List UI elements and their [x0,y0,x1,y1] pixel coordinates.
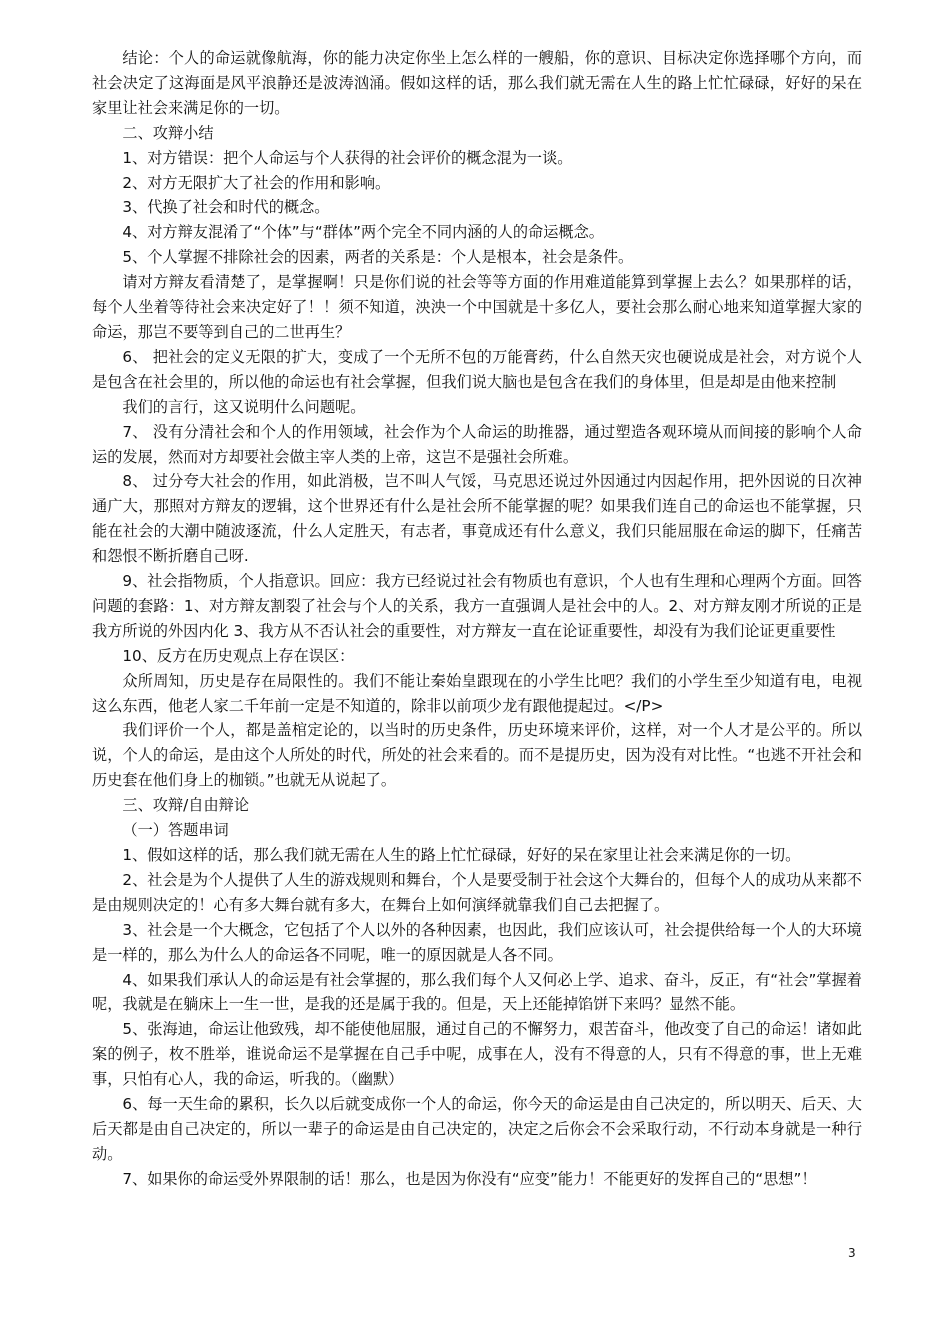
list-item: 8、 过分夸大社会的作用，如此消极，岂不叫人气馁，马克思还说过外因通过内因起作用，把外因说的日次神通广大，那照对方辩友的逻辑，这个世界还有什么是社会所不能掌握的呢？如果我们连自己的命运也不能掌握，只能在社会的大潮中随波逐流，什么人定胜天，有志者，事竟成还有什么意义，我们只能屈服在命运的脚下，任痛苦和怨恨不断折磨自己呀. [92,472,862,566]
list-item: 10、反方在历史观点上存在误区： [122,646,355,665]
list-item: 6、每一天生命的累积，长久以后就变成你一个人的命运，你今天的命运是由自己决定的，所以明天、后天、大后天都是由自己决定的，所以一辈子的命运是由自己决定的，决定之后你会不会采取行动，不行动本身就是一种行动。 [92,1095,862,1163]
list-item: 7、如果你的命运受外界限制的话！那么，也是因为你没有“应变”能力！不能更好的发挥自己的“思想”！ [122,1169,817,1188]
subsection-heading: （一）答题串词 [122,821,229,840]
list-item: 5、个人掌握不排除社会的因素，两者的关系是：个人是根本，社会是条件。 [122,248,634,267]
list-item: 5、张海迪，命运让他致残，却不能使他屈服，通过自己的不懈努力，艰苦奋斗，他改变了自己的命运！诸如此案的例子，枚不胜举，谁说命运不是掌握在自己手中呢，成事在人，没有不得意的人，只有不得意的事，世上无难事，只怕有心人，我的命运，听我的。（幽默） [92,1020,862,1089]
list-item: 2、对方无限扩大了社会的作用和影响。 [122,173,391,192]
list-item: 4、如果我们承认人的命运是有社会掌握的，那么我们每个人又何必上学、追求、奋斗，反正，有“社会”掌握着呢，我就是在躺床上一生一世，是我的还是属于我的。但是，天上还能掉馅饼下来吗？显然不能。 [92,970,862,1014]
list-item: 6、 把社会的定义无限的扩大，变成了一个无所不包的万能膏药，什么自然天灾也硬说成是社会，对方说个人是包含在社会里的，所以他的命运也有社会掌握，但我们说大脑也是包含在我们的身体里，但是却是由他来控制 [92,347,862,391]
section-heading: 三、攻辩/自由辩论 [122,796,250,815]
list-item: 4、对方辩友混淆了“个体”与“群体”两个完全不同内涵的人的命运概念。 [122,223,604,242]
list-item: 1、假如这样的话，那么我们就无需在人生的路上忙忙碌碌，好好的呆在家里让社会来满足你的一切。 [122,846,801,864]
conclusion-paragraph: 结论：个人的命运就像航海，你的能力决定你坐上怎么样的一艘船，你的意识、目标决定你选择哪个方向，而社会决定了这海面是风平浪静还是波涛汹涌。假如这样的话，那么我们就无需在人生的路上忙忙碌碌，好好的呆在家里让社会来满足你的一切。 [92,49,862,117]
section-heading: 二、攻辩小结 [122,123,214,142]
list-item: 1、对方错误：把个人命运与个人获得的社会评价的概念混为一谈。 [122,148,573,167]
page-number: 3 [848,1246,856,1260]
list-item: 3、社会是一个大概念，它包括了个人以外的各种因素，也因此，我们应该认可，社会提供给每一个人的大环境是一样的，那么为什么人的命运各不同呢，唯一的原因就是人各不同。 [92,920,862,964]
body-paragraph: 请对方辩友看清楚了，是掌握啊！只是你们说的社会等等方面的作用难道能算到掌握上去么？如果那样的话，每个人坐着等待社会来决定好了！！须不知道，泱泱一个中国就是十多亿人，要社会那么耐心地来知道掌握大家的命运，那岂不要等到自己的二世再生？ [92,273,862,341]
list-item: 2、社会是为个人提供了人生的游戏规则和舞台，个人是要受制于社会这个大舞台的，但每个人的成功从来都不是由规则决定的！心有多大舞台就有多大，在舞台上如何演绎就靠我们自己去把握了。 [92,870,862,914]
list-item: 9、社会指物质，个人指意识。回应：我方已经说过社会有物质也有意识，个人也有生理和心理两个方面。回答问题的套路：1、对方辩友割裂了社会与个人的关系，我方一直强调人是社会中的人。2、对方辩友刚才所说的正是我方所说的外因内化 3、我方从不否认社会的重要性，对方辩友一直在论证重要性，却没有为我们论证更重要性 [92,572,862,640]
document-page [92,46,862,1192]
list-item: 7、 没有分清社会和个人的作用领域，社会作为个人命运的助推器，通过塑造各观环境从而间接的影响个人命运的发展，然而对方却要社会做主宰人类的上帝，这岂不是强社会所难。 [92,422,862,466]
body-paragraph: 我们的言行，这又说明什么问题呢。 [122,397,366,416]
list-item: 3、代换了社会和时代的概念。 [122,198,330,217]
body-paragraph: 众所周知，历史是存在局限性的。我们不能让秦始皇跟现在的小学生比吧？我们的小学生至少知道有电，电视这么东西，他老人家二千年前一定是不知道的，除非以前项少龙有跟他提起过。</P> [92,671,862,715]
body-paragraph: 我们评价一个人，都是盖棺定论的，以当时的历史条件，历史环境来评价，这样，对一个人才是公平的。所以说，个人的命运，是由这个人所处的时代，所处的社会来看的。而不是提历史，因为没有对比性。“也逃不开社会和历史套在他们身上的枷锁。”也就无从说起了。 [92,721,862,790]
